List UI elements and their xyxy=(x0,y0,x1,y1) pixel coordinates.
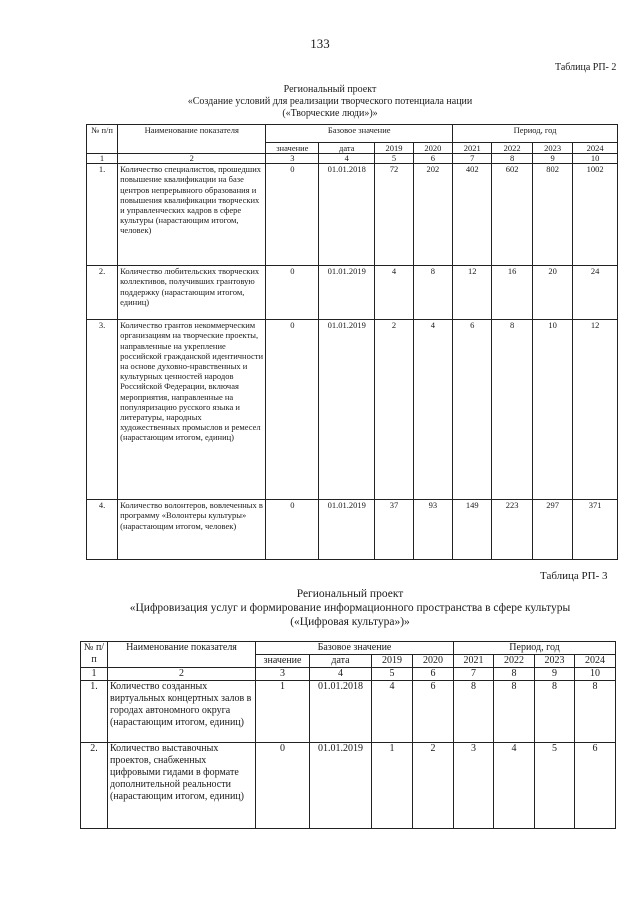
row-2022: 8 xyxy=(492,320,532,500)
row-name: Количество волонтеров, вовлеченных в программу «Волонтеры культуры» (нарастающим итогом, человек) xyxy=(118,500,266,560)
col-number: 7 xyxy=(453,154,492,164)
header-name: Наименование показателя xyxy=(118,125,266,154)
row-value: 0 xyxy=(266,164,319,266)
row-2022: 4 xyxy=(494,743,535,829)
row-2024: 371 xyxy=(573,500,618,560)
col-number: 10 xyxy=(573,154,618,164)
row-2021: 149 xyxy=(453,500,492,560)
table2-title-line: («Цифровая культура»)» xyxy=(290,616,410,628)
row-2020: 8 xyxy=(413,266,452,320)
row-2020: 202 xyxy=(413,164,452,266)
row-2021: 8 xyxy=(454,681,494,743)
table-row xyxy=(87,320,618,500)
table1-title-line: Региональный проект xyxy=(283,84,377,95)
col-number: 1 xyxy=(87,154,118,164)
row-2021: 12 xyxy=(453,266,492,320)
row-2019: 4 xyxy=(375,266,413,320)
table-row xyxy=(87,500,618,560)
header-value: значение xyxy=(266,143,319,154)
row-value: 0 xyxy=(266,500,319,560)
col-number: 5 xyxy=(372,668,413,681)
row-2019: 4 xyxy=(372,681,413,743)
table-row xyxy=(87,266,618,320)
table2-title-line: «Цифровизация услуг и формирование информационного пространства в сфере культуры xyxy=(129,602,571,614)
row-2019: 2 xyxy=(375,320,413,500)
table-rp2 xyxy=(86,124,618,560)
row-2020: 93 xyxy=(413,500,452,560)
row-value: 1 xyxy=(256,681,310,743)
header-date: дата xyxy=(319,143,375,154)
header-num: № п/п xyxy=(87,125,118,154)
table1-title-line: («Творческие люди»)» xyxy=(282,108,378,119)
col-number: 4 xyxy=(310,668,372,681)
row-2022: 602 xyxy=(492,164,532,266)
row-value: 0 xyxy=(266,320,319,500)
col-number: 8 xyxy=(492,154,532,164)
row-num: 2. xyxy=(87,266,118,320)
row-2021: 6 xyxy=(453,320,492,500)
row-2024: 12 xyxy=(573,320,618,500)
table-row xyxy=(87,164,618,266)
row-name: Количество созданных виртуальных концертных залов в городах автономного округа (нарастающим итогом, единиц) xyxy=(108,681,256,743)
col-number: 2 xyxy=(108,668,256,681)
header-2021: 2021 xyxy=(453,143,492,154)
header-base: Базовое значение xyxy=(266,125,453,143)
header-2020: 2020 xyxy=(413,143,452,154)
row-date: 01.01.2018 xyxy=(319,164,375,266)
header-date: дата xyxy=(310,655,372,668)
header-num: № п/п xyxy=(81,642,108,668)
row-2022: 16 xyxy=(492,266,532,320)
row-name: Количество любительских творческих коллективов, получивших грантовую поддержку (нарастающим итогом, единиц) xyxy=(118,266,266,320)
row-date: 01.01.2019 xyxy=(319,320,375,500)
row-value: 0 xyxy=(256,743,310,829)
row-2019: 72 xyxy=(375,164,413,266)
row-name: Количество грантов некоммерческим организациям на творческие проекты, направленные на укрепление российской гражданской идентичности на основе духовно-нравственных и культурных ценностей народов Российской Федерации, включая мероприятия, направленные на популяризацию русского языка и литературы, народных художественных промыслов и ремесел (нарастающим итогом, единиц) xyxy=(118,320,266,500)
table-label-rp3: Таблица РП- 3 xyxy=(540,570,608,582)
table2-title xyxy=(90,587,610,629)
row-2021: 402 xyxy=(453,164,492,266)
row-num: 3. xyxy=(87,320,118,500)
table1-title xyxy=(150,84,510,120)
row-num: 1. xyxy=(87,164,118,266)
row-2024: 1002 xyxy=(573,164,618,266)
row-num: 4. xyxy=(87,500,118,560)
row-2023: 802 xyxy=(532,164,572,266)
header-2019: 2019 xyxy=(375,143,413,154)
row-2023: 10 xyxy=(532,320,572,500)
row-2023: 8 xyxy=(535,681,575,743)
col-number: 9 xyxy=(535,668,575,681)
col-number: 7 xyxy=(454,668,494,681)
col-number: 9 xyxy=(532,154,572,164)
page-number: 133 xyxy=(310,36,330,51)
row-name: Количество выставочных проектов, снабженных цифровыми гидами в формате дополнительной реальности (нарастающим итогом, единиц) xyxy=(108,743,256,829)
col-number: 5 xyxy=(375,154,413,164)
row-name: Количество специалистов, прошедших повышение квалификации на базе центров непрерывного образования и повышения квалификации творческих и управленческих кадров в сфере культуры (нарастающим итогом, человек) xyxy=(118,164,266,266)
col-number: 6 xyxy=(413,668,454,681)
row-2020: 2 xyxy=(413,743,454,829)
col-number: 3 xyxy=(266,154,319,164)
table-label-rp2: Таблица РП- 2 xyxy=(555,62,617,73)
row-2023: 20 xyxy=(532,266,572,320)
header-2024: 2024 xyxy=(573,143,618,154)
table-row xyxy=(81,743,616,829)
col-number: 3 xyxy=(256,668,310,681)
col-number: 10 xyxy=(575,668,616,681)
header-2022: 2022 xyxy=(494,655,535,668)
table-row xyxy=(81,681,616,743)
header-2021: 2021 xyxy=(454,655,494,668)
row-2024: 8 xyxy=(575,681,616,743)
table2-title-line: Региональный проект xyxy=(296,588,404,600)
header-value: значение xyxy=(256,655,310,668)
row-date: 01.01.2018 xyxy=(310,681,372,743)
header-2020: 2020 xyxy=(413,655,454,668)
table1-title-line: «Создание условий для реализации творческого потенциала нации xyxy=(187,96,473,107)
row-2023: 297 xyxy=(532,500,572,560)
row-2024: 6 xyxy=(575,743,616,829)
row-2019: 37 xyxy=(375,500,413,560)
col-number: 2 xyxy=(118,154,266,164)
col-number: 8 xyxy=(494,668,535,681)
header-2022: 2022 xyxy=(492,143,532,154)
row-date: 01.01.2019 xyxy=(319,266,375,320)
row-date: 01.01.2019 xyxy=(319,500,375,560)
col-number: 6 xyxy=(413,154,452,164)
row-2022: 223 xyxy=(492,500,532,560)
header-period: Период, год xyxy=(454,642,616,655)
row-2020: 4 xyxy=(413,320,452,500)
row-num: 2. xyxy=(81,743,108,829)
row-value: 0 xyxy=(266,266,319,320)
row-2022: 8 xyxy=(494,681,535,743)
row-num: 1. xyxy=(81,681,108,743)
row-2021: 3 xyxy=(454,743,494,829)
row-2024: 24 xyxy=(573,266,618,320)
header-name: Наименование показателя xyxy=(108,642,256,668)
col-number: 4 xyxy=(319,154,375,164)
header-period: Период, год xyxy=(453,125,618,143)
header-2024: 2024 xyxy=(575,655,616,668)
row-2023: 5 xyxy=(535,743,575,829)
row-date: 01.01.2019 xyxy=(310,743,372,829)
table-rp3 xyxy=(80,641,616,829)
row-2019: 1 xyxy=(372,743,413,829)
header-base: Базовое значение xyxy=(256,642,454,655)
header-2019: 2019 xyxy=(372,655,413,668)
row-2020: 6 xyxy=(413,681,454,743)
col-number: 1 xyxy=(81,668,108,681)
header-2023: 2023 xyxy=(532,143,572,154)
header-2023: 2023 xyxy=(535,655,575,668)
